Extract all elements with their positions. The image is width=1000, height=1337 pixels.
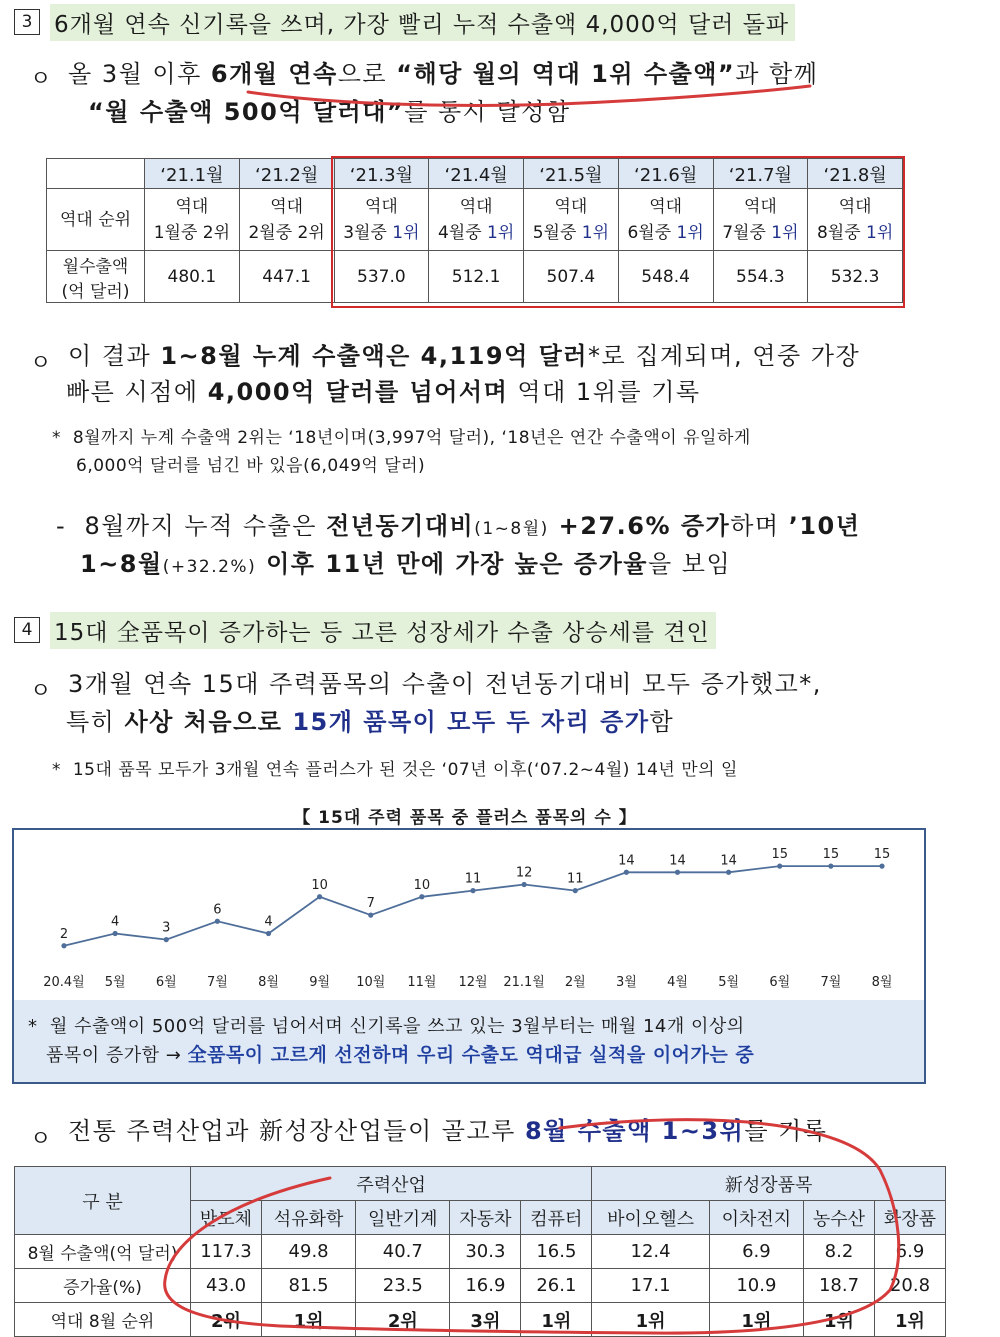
text-span-bold: 6개월 연속	[210, 60, 338, 88]
table-cell: 1위	[874, 1303, 945, 1337]
chart-title: 【 15대 주력 품목 중 플러스 품목의 수 】	[293, 808, 637, 828]
table-cell: 8.2	[803, 1235, 874, 1269]
data-point	[470, 888, 475, 893]
data-label: 6	[213, 902, 222, 918]
rank-value: 1위	[866, 222, 894, 243]
rank-detail	[335, 220, 429, 246]
text-span-bold: 4,000억 달러를 넘어서며	[207, 378, 509, 406]
note-star: *	[28, 1016, 38, 1037]
x-tick-label: 7월	[820, 975, 842, 990]
paragraph-3-line-2	[80, 546, 731, 585]
monthly-record-table	[46, 158, 903, 303]
paragraph-1	[68, 56, 948, 92]
data-point	[675, 870, 680, 875]
rank-top: 역대	[364, 196, 398, 217]
data-point	[828, 864, 833, 869]
export-cell: 537.0	[334, 251, 429, 303]
rank-cell	[713, 189, 808, 251]
item-header: 반도체	[191, 1201, 262, 1235]
footnote-1	[52, 424, 942, 480]
text-span-bold: “월 수출액 500억 달러대”	[88, 98, 405, 126]
data-point	[726, 870, 731, 875]
x-tick-label: 8월	[871, 975, 893, 990]
month-header: ‘21.7월	[713, 159, 808, 189]
table-cell: 3위	[450, 1303, 521, 1337]
export-cell: 480.1	[145, 251, 240, 303]
table-cell: 1위	[709, 1303, 803, 1337]
data-point	[164, 937, 169, 942]
section-number: 4	[14, 617, 40, 643]
table-cell: 2위	[191, 1303, 262, 1337]
table-cell: 1위	[521, 1303, 592, 1337]
table-cell: 40.7	[356, 1235, 450, 1269]
footnote-star: *	[52, 428, 61, 448]
data-point	[215, 919, 220, 924]
data-label: 10	[413, 877, 431, 893]
x-tick-label: 5월	[718, 975, 740, 990]
section-number: 3	[14, 9, 40, 35]
data-point	[573, 888, 578, 893]
data-point	[113, 931, 118, 936]
data-label: 14	[669, 853, 686, 869]
text-span: 을 보임	[647, 550, 732, 578]
text-span: 특히	[66, 708, 125, 736]
rank-detail	[240, 220, 334, 246]
x-tick-label: 4월	[667, 975, 688, 990]
footnote-2	[52, 756, 942, 784]
item-header: 컴퓨터	[521, 1201, 592, 1235]
text-span: 8월까지 누적 수출은	[84, 512, 327, 540]
x-tick-label: 12월	[458, 975, 488, 990]
month-header: ‘21.2월	[239, 159, 334, 189]
table-cell: 16.9	[450, 1269, 521, 1303]
month-header: ‘21.5월	[524, 159, 619, 189]
table-cell: 23.5	[356, 1269, 450, 1303]
table-cell: 26.1	[521, 1269, 592, 1303]
text-span-bold: +27.6% 증가	[548, 512, 731, 540]
data-label: 11	[566, 871, 584, 887]
table-row	[15, 1235, 946, 1269]
text-span: 으로	[337, 60, 397, 88]
text-span: 하며	[730, 512, 789, 540]
table-cell: 117.3	[191, 1235, 262, 1269]
x-tick-label: 6월	[155, 975, 177, 990]
text-span: 역대 1위를 기록	[508, 378, 701, 406]
group-header: 주력산업	[191, 1167, 592, 1201]
table-cell: 6.9	[874, 1235, 945, 1269]
rank-top: 역대	[175, 196, 209, 217]
text-span: 를 기록	[744, 1117, 828, 1145]
table-header-row	[47, 159, 903, 189]
item-header: 석유화학	[261, 1201, 355, 1235]
rank-cell	[145, 189, 240, 251]
rank-cell	[334, 189, 429, 251]
item-header: 일반기계	[356, 1201, 450, 1235]
table-cell: 30.3	[450, 1235, 521, 1269]
paragraph-4	[68, 666, 948, 702]
data-label: 4	[110, 914, 120, 930]
rank-value: 2위	[297, 222, 325, 243]
data-label: 15	[771, 847, 789, 863]
paragraph-2	[68, 338, 948, 374]
table-cell: 10.9	[709, 1269, 803, 1303]
rank-cell	[808, 189, 903, 251]
table-cell: 43.0	[191, 1269, 262, 1303]
data-point	[419, 894, 424, 899]
rank-cell	[524, 189, 619, 251]
data-label: 15	[822, 847, 840, 863]
text-span: 과 함께	[735, 60, 819, 88]
month-header: ‘21.6월	[618, 159, 713, 189]
table-cell: 6.9	[709, 1235, 803, 1269]
text-span-bold: 1~8월	[80, 550, 163, 578]
text-span: 를 동시 달성함	[404, 98, 571, 126]
text-span-bold: 1~8월 누계 수출액은 4,119억 달러	[160, 342, 588, 370]
rank-value: 1위	[392, 222, 420, 243]
note-line: 월 수출액이 500억 달러를 넘어서며 신기록을 쓰고 있는 3월부터는 매월 14개 이상의	[49, 1016, 745, 1037]
rank-top: 역대	[838, 196, 872, 217]
text-span-highlight: 15개 품목이 모두 두 자리 증가	[282, 708, 650, 736]
export-cell: 507.4	[524, 251, 619, 303]
table-corner	[47, 159, 145, 189]
x-tick-label: 9월	[309, 975, 331, 990]
month-header: ‘21.8월	[808, 159, 903, 189]
paragraph-1-line-2	[88, 94, 571, 130]
rank-month: 4월중	[437, 222, 482, 243]
rank-top: 역대	[743, 196, 777, 217]
section-4-header	[14, 612, 716, 648]
x-tick-label: 20.4월	[43, 975, 85, 990]
data-label: 14	[720, 853, 737, 869]
table-cell: 1위	[592, 1303, 709, 1337]
table-cell: 49.8	[261, 1235, 355, 1269]
x-tick-label: 8월	[258, 975, 279, 990]
table-corner: 구 분	[15, 1167, 191, 1235]
row-label: 역대 8월 순위	[15, 1303, 191, 1337]
footnote-line: 8월까지 누계 수출액 2위는 ‘18년이며(3,997억 달러), ‘18년은 연간 수출액이 유일하게	[72, 428, 751, 448]
text-span-highlight: 8월 수출액 1~3위	[524, 1117, 745, 1145]
table-cell: 2위	[356, 1303, 450, 1337]
data-point	[879, 864, 884, 869]
rank-detail	[524, 220, 618, 246]
rank-top: 역대	[459, 196, 493, 217]
x-tick-label: 3월	[615, 975, 637, 990]
text-span: *로 집계되며, 연중 가장	[588, 342, 861, 370]
data-label: 4	[264, 914, 273, 930]
industry-table	[14, 1166, 946, 1337]
section-3-header	[14, 4, 795, 40]
data-label: 3	[162, 920, 171, 936]
text-span-bold: “해당 월의 역대 1위 수출액”	[396, 60, 736, 88]
table-row	[15, 1269, 946, 1303]
rank-top: 역대	[270, 196, 304, 217]
x-tick-label: 7월	[206, 975, 228, 990]
rank-detail	[145, 220, 239, 246]
data-label: 14	[618, 853, 635, 869]
table-row	[15, 1303, 946, 1337]
text-span-bold: 사상 처음으로	[124, 708, 283, 736]
month-header: ‘21.3월	[334, 159, 429, 189]
export-cell: 447.1	[239, 251, 334, 303]
item-header: 화장품	[874, 1201, 945, 1235]
rank-value: 1위	[676, 222, 704, 243]
rank-month: 6월중	[627, 222, 672, 243]
rank-month: 5월중	[532, 222, 577, 243]
text-span-bold: 전년동기대비	[326, 512, 475, 540]
table-cell: 1위	[803, 1303, 874, 1337]
group-header: 新성장품목	[592, 1167, 946, 1201]
row-label: 역대 순위	[47, 189, 145, 251]
x-tick-label: 2월	[564, 975, 586, 990]
chart-note	[14, 1000, 924, 1082]
footnote-line: 6,000억 달러를 넘긴 바 있음(6,049억 달러)	[76, 456, 426, 476]
rank-month: 8월중	[816, 222, 861, 243]
rank-detail	[808, 220, 902, 246]
text-span: 빠른 시점에	[66, 378, 208, 406]
text-span: 올 3월 이후	[68, 60, 211, 88]
item-header: 이차전지	[709, 1201, 803, 1235]
rank-month: 3월중	[343, 222, 387, 243]
table-cell: 16.5	[521, 1235, 592, 1269]
export-cell: 532.3	[808, 251, 903, 303]
text-span-small: (1~8월)	[474, 519, 549, 539]
rank-value: 2위	[202, 222, 231, 243]
rank-value: 1위	[771, 222, 799, 243]
data-point	[624, 870, 629, 875]
rank-month: 1월중	[153, 222, 198, 243]
table-cell: 20.8	[874, 1269, 945, 1303]
data-label: 10	[311, 877, 328, 893]
rank-top: 역대	[649, 196, 683, 217]
bullet-icon: ㅇ	[30, 67, 52, 92]
export-cell: 512.1	[429, 251, 524, 303]
rank-detail	[619, 220, 713, 246]
data-point	[522, 882, 527, 887]
item-header: 바이오헬스	[592, 1201, 709, 1235]
data-label: 7	[366, 896, 375, 912]
paragraph-5	[68, 1113, 948, 1149]
text-span-bold: 이후 11년 만에 가장 높은 증가율	[256, 550, 648, 578]
rank-cell	[618, 189, 713, 251]
text-span: 3개월 연속 15대 주력품목의 수출이 전년동기대비 모두 증가했고*,	[68, 670, 822, 698]
note-line: 품목이 증가함 →	[46, 1045, 188, 1066]
table-cell: 17.1	[592, 1269, 709, 1303]
data-label: 12	[515, 865, 533, 881]
data-label: 2	[59, 926, 69, 942]
data-point	[777, 864, 782, 869]
table-row	[47, 251, 903, 303]
x-tick-label: 21.1월	[503, 975, 545, 990]
x-tick-label: 5월	[104, 975, 126, 990]
row-label-line: (억 달러)	[61, 281, 130, 302]
rank-top: 역대	[554, 196, 588, 217]
paragraph-2-line-2	[66, 374, 701, 410]
footnote-line: 15대 품목 모두가 3개월 연속 플러스가 된 것은 ‘07년 이후(‘07.2~4월) 14년 만의 일	[72, 760, 738, 780]
rank-cell	[429, 189, 524, 251]
text-span: 전통 주력산업과 新성장산업들이 골고루	[68, 1117, 525, 1145]
note-highlight: 全품목이 고르게 선전하며 우리 수출도 역대급 실적을 이어가는 중	[187, 1044, 755, 1066]
row-label-line: 월수출액	[62, 256, 129, 277]
month-header: ‘21.4월	[429, 159, 524, 189]
data-point	[61, 943, 66, 948]
bullet-icon: ㅇ	[30, 679, 52, 704]
text-span: 함	[649, 708, 675, 736]
rank-month: 7월중	[722, 222, 766, 243]
rank-cell	[239, 189, 334, 251]
footnote-star: *	[52, 760, 61, 780]
rank-month: 2월중	[248, 222, 293, 243]
data-label: 11	[464, 871, 482, 887]
paragraph-4-line-2	[66, 704, 674, 740]
row-label: 8월 수출액(억 달러)	[15, 1235, 191, 1269]
export-cell: 554.3	[713, 251, 808, 303]
text-span: 이 결과	[68, 342, 161, 370]
data-point	[266, 931, 271, 936]
dash-marker: -	[56, 512, 67, 540]
item-header: 자동차	[450, 1201, 521, 1235]
rank-detail	[429, 220, 523, 246]
rank-detail	[714, 220, 808, 246]
text-span-bold: ’10년	[788, 512, 861, 540]
section-title: 6개월 연속 신기록을 쓰며, 가장 빨리 누적 수출액 4,000억 달러 돌파	[50, 4, 795, 41]
bullet-icon: ㅇ	[30, 351, 52, 376]
line-chart	[14, 830, 924, 1000]
bullet-icon: ㅇ	[30, 1127, 52, 1152]
data-point	[368, 913, 373, 918]
export-cell: 548.4	[618, 251, 713, 303]
row-label	[47, 251, 145, 303]
chart-panel	[12, 828, 926, 1084]
x-tick-label: 10월	[356, 975, 386, 990]
table-row	[47, 189, 903, 251]
text-span-small: (+32.2%)	[162, 557, 257, 577]
item-header: 농수산	[803, 1201, 874, 1235]
table-cell: 12.4	[592, 1235, 709, 1269]
table-cell: 1위	[261, 1303, 355, 1337]
table-cell: 18.7	[803, 1269, 874, 1303]
rank-value: 1위	[487, 222, 515, 243]
x-tick-label: 6월	[769, 975, 791, 990]
row-label: 증가율(%)	[15, 1269, 191, 1303]
section-title: 15대 全품목이 증가하는 등 고른 성장세가 수출 상승세를 견인	[50, 612, 716, 649]
rank-value: 1위	[581, 222, 610, 243]
table-cell: 81.5	[261, 1269, 355, 1303]
month-header: ‘21.1월	[145, 159, 240, 189]
paragraph-3	[56, 508, 946, 547]
data-label: 15	[873, 847, 891, 863]
table-header-row	[15, 1167, 946, 1201]
x-tick-label: 11월	[407, 975, 437, 990]
data-point	[317, 894, 322, 899]
